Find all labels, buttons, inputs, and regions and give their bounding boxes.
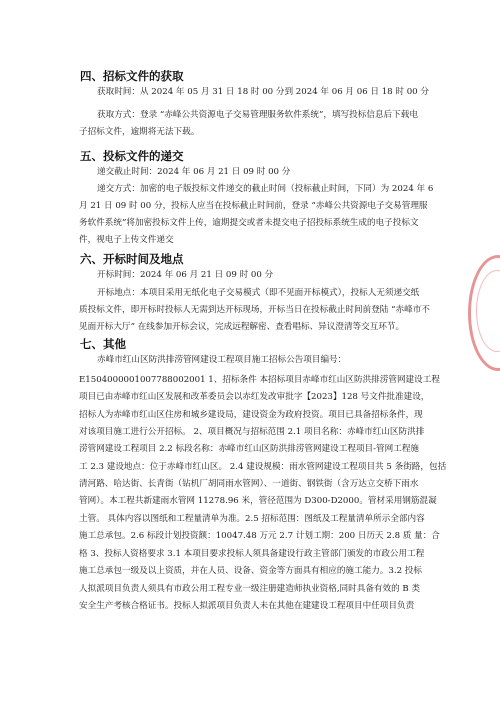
acquire-time-value: 从 2024 年 05 月 31 日 18 时 00 分到 2024 年 06 月 06 日 18 时 00 分 bbox=[139, 87, 429, 97]
other-line-12: 格 3、投标人资格要求 3.1 本项目要求投标人须具备建设行政主管部门颁发的市政公用工程 bbox=[79, 549, 425, 559]
submit-deadline-value: 2024 年 06 月 21 日 09 时 00 分 bbox=[157, 167, 291, 177]
other-line-3: 项目已由赤峰市红山区发展和改革委员会以赤红发改审批字【2023】128 号文件批准建设， bbox=[79, 392, 430, 402]
open-time-line bbox=[97, 268, 273, 282]
other-line-11: 施工总承包。2.6 标段计划投资额：10047.48 万元 2.7 计划工期：200 日历天 2.8 质 量：合 bbox=[79, 531, 440, 541]
other-line-15: 安全生产考核合格证书。投标人拟派项目负责人未在其他在建建设工程项目中任项目负责 bbox=[79, 601, 415, 611]
open-place-label: 开标地点： bbox=[97, 288, 140, 298]
section-6-heading: 六、开标时间及地点 bbox=[80, 252, 184, 266]
other-line-4: 招标人为赤峰市红山区住房和城乡建设局，建设资金为政府投资。项目已具备招标条件，现 bbox=[79, 410, 423, 420]
acquire-time-line bbox=[97, 85, 429, 99]
other-line-14: 人拟派项目负责人须具有市政公用工程专业一级注册建造师执业资格,同时具备有效的 B 类 bbox=[79, 584, 421, 594]
submit-method-line-2: 月 21 日 09 时 00 分，投标人应当在投标截止时间前，登录 “赤峰公共资源电子交易管理服 bbox=[79, 201, 428, 211]
submit-method-text-1: 加密的电子版投标文件递交的截止时间（投标截止时间，下同）为 2024 年 6 bbox=[139, 184, 434, 194]
other-line-2: E1504000001007788002001 1、招标条件 本招标项目赤峰市红山区防洪排涝管网建设工程 bbox=[79, 375, 440, 385]
section-5-heading: 五、投标文件的递交 bbox=[80, 149, 184, 163]
section-4-heading: 四、招标文件的获取 bbox=[80, 69, 184, 83]
section-7-heading: 七、其他 bbox=[80, 337, 126, 351]
acquire-time-label: 获取时间： bbox=[97, 87, 140, 97]
acquire-method-line-1 bbox=[97, 108, 418, 122]
submit-method-line-4: 件，视电子上传文件递交 bbox=[79, 235, 174, 245]
other-line-7: 工 2.3 建设地点：位于赤峰市红山区。 2.4 建设规模：雨水管网建设工程项目共 5 条街路，包括 bbox=[79, 462, 447, 472]
other-line-6: 涝管网建设工程项目 2.2 标段名称：赤峰市红山区防洪排涝管网建设工程项目-管网工程施 bbox=[79, 444, 420, 454]
open-place-text-1: 本项目采用无纸化电子交易模式（即不见面开标模式），投标人无须递交纸 bbox=[139, 288, 420, 298]
open-place-line-2: 质投标文件，即开标时投标人无需到达开标现场，开标当日在投标截止时间前登陆 “赤峰市不 bbox=[79, 305, 430, 315]
other-line-13: 施工总承包一级及以上资质，并在人员、设备、资金等方面具有相应的施工能力。3.2 投标 bbox=[79, 566, 422, 576]
other-line-10: 土管。 具体内容以图纸和工程量清单为准。2.5 招标范围：图纸及工程量清单所示全部内容 bbox=[79, 514, 425, 524]
acquire-method-line-2: 子招标文件，逾期将无法下载。 bbox=[79, 127, 200, 137]
acquire-method-text-1: 登录 “赤峰公共资源电子交易管理服务软件系统”，填写投标信息后下载电 bbox=[139, 110, 418, 120]
submit-deadline-label: 递交截止时间： bbox=[97, 167, 158, 177]
submit-method-label: 递交方式： bbox=[97, 184, 140, 194]
other-line-5: 对该项目施工进行公开招标。 2、项目概况与招标范围 2.1 项目名称：赤峰市红山区防洪排 bbox=[79, 427, 425, 437]
submit-method-line-3: 务软件系统”将加密投标文件上传，逾期提交或者未提交电子招投标系统生成的电子投标文 bbox=[79, 218, 419, 228]
other-line-9: 管网）。本工程共新建雨水管网 11278.96 米，管径范围为 D300-D2000。管材采用钢筋混凝 bbox=[79, 496, 437, 506]
open-time-label: 开标时间： bbox=[97, 270, 140, 280]
open-time-value: 2024 年 06 月 21 日 09 时 00 分 bbox=[139, 270, 274, 280]
submit-method-line-1 bbox=[97, 182, 433, 196]
acquire-method-label: 获取方式： bbox=[97, 110, 140, 120]
open-place-line-1 bbox=[97, 286, 419, 300]
submit-deadline-line bbox=[97, 165, 290, 179]
other-line-8: 清河路、哈达街、长青街（钻机厂胡同雨水管网）、一道街、钢铁街（含万达立交桥下雨水 bbox=[79, 479, 419, 489]
open-place-line-3: 见面开标大厅” 在线参加开标会议，完成远程解密、查看唱标、异议澄清等交互环节。 bbox=[79, 322, 405, 332]
other-line-1: 赤峰市红山区防洪排涝管网建设工程项目施工招标公告项目编号： bbox=[97, 355, 347, 365]
